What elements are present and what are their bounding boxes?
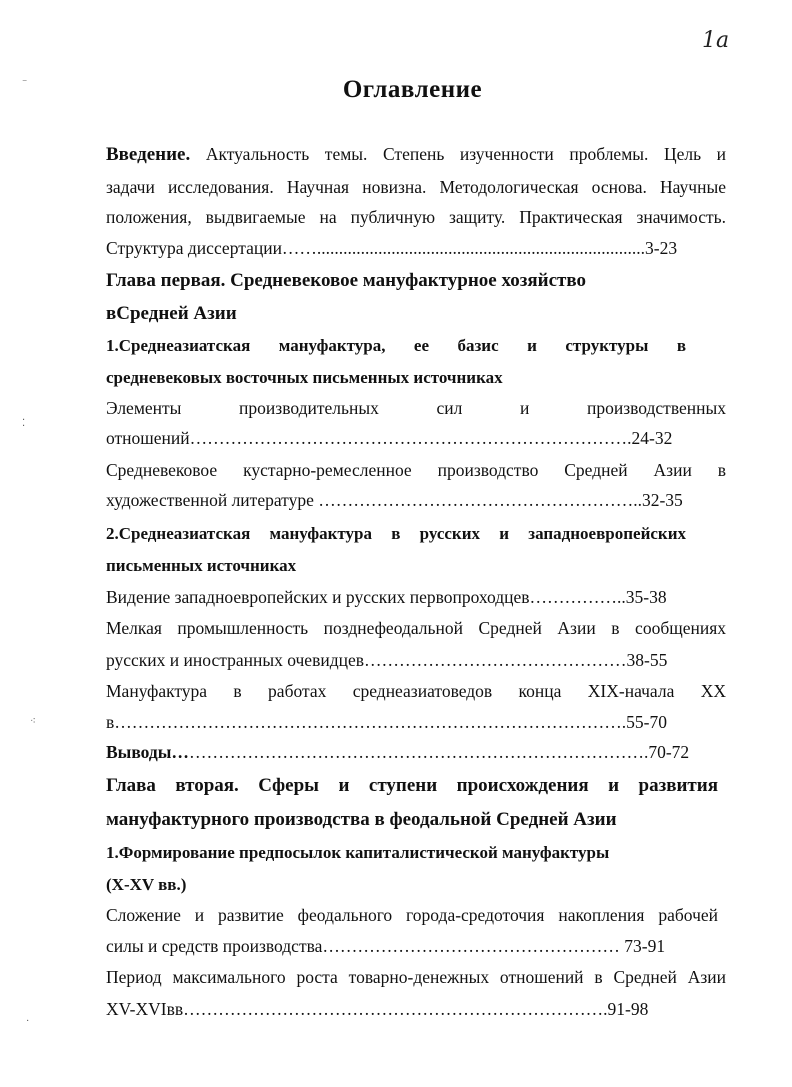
toc-entry-line: художественной литературе ………………………………………………..32-35 (106, 490, 683, 510)
toc-entry-line: Видение западноевропейских и русских первопроходцев……………..35-38 (106, 587, 667, 607)
toc-entry-line: Сложение и развитие феодального города-средоточия накопления рабочей (106, 905, 718, 925)
chapter1-title-line-1: Глава первая. Средневековое мануфактурное хозяйство (106, 270, 586, 291)
intro-line-4: Структура диссертации……...........................................................................3-23 (106, 238, 678, 258)
chapter1-section2-line-1: 2.Среднеазиатская мануфактура в русских и западноевропейских (106, 524, 686, 543)
intro-line-2: задачи исследования. Научная новизна. Методологическая основа. Научные (106, 177, 726, 197)
chapter2-title-line-2: мануфактурного производства в феодальной Средней Азии (106, 809, 617, 830)
chapter1-title-line-2: вСредней Азии (106, 303, 237, 324)
toc-entry-line: отношений………………………………………………………………….24-32 (106, 428, 673, 448)
chapter1-section1-line-2: средневековых восточных письменных источниках (106, 368, 503, 387)
conclusions-label: Выводы… (106, 742, 189, 762)
scan-mark-icon: · (26, 1016, 30, 1027)
toc-entry-line: в…………………………………………………………………………….55-70 (106, 712, 667, 732)
intro-label: Введение. (106, 144, 191, 165)
chapter2-section1-line-1: 1.Формирование предпосылок капиталистической мануфактуры (106, 843, 610, 862)
chapter1-section2-line-2: письменных источниках (106, 556, 297, 575)
intro-text: Актуальность темы. Степень изученности проблемы. Цель и (205, 144, 726, 164)
chapter2-title-line-1: Глава вторая. Сферы и ступени происхождения и развития (106, 775, 718, 796)
handwritten-page-number: 1a (702, 28, 730, 53)
toc-entry-line: XV-XVIвв……………………………………………………………….91-98 (106, 999, 649, 1019)
toc-entry-line: силы и средств производства…………………………………………… 73-91 (106, 936, 666, 956)
toc-entry-line: Средневековое кустарно-ремесленное производство Средней Азии в (106, 460, 726, 480)
conclusions-pages: …………………………………………………………………….70-72 (188, 742, 690, 762)
toc-entry-line: русских и иностранных очевидцев………………………………………38-55 (106, 650, 668, 670)
toc-entry-line: Мануфактура в работах среднеазиатоведов конца XIX-начала XX (106, 681, 726, 701)
scan-mark-icon: ⁚ (22, 418, 26, 429)
page-title: Оглавление (342, 76, 483, 103)
intro-line-1 (106, 142, 726, 167)
chapter1-section1-line-1: 1.Среднеазиатская мануфактура, ее базис и структуры в (106, 336, 686, 355)
scan-mark-icon: ⁖ (30, 716, 36, 727)
intro-line-3: положения, выдвигаемые на публичную защиту. Практическая значимость. (106, 207, 726, 227)
toc-entry-line: Мелкая промышленность позднефеодальной Средней Азии в сообщениях (106, 618, 726, 638)
chapter2-section1-line-2: (X-XV вв.) (106, 875, 187, 894)
toc-entry-line: Элементы производительных сил и производственных (106, 398, 726, 418)
conclusions-line (106, 740, 726, 764)
scan-mark-icon: ⁻ (22, 78, 28, 89)
toc-entry-line: Период максимального роста товарно-денежных отношений в Средней Азии (106, 967, 726, 987)
